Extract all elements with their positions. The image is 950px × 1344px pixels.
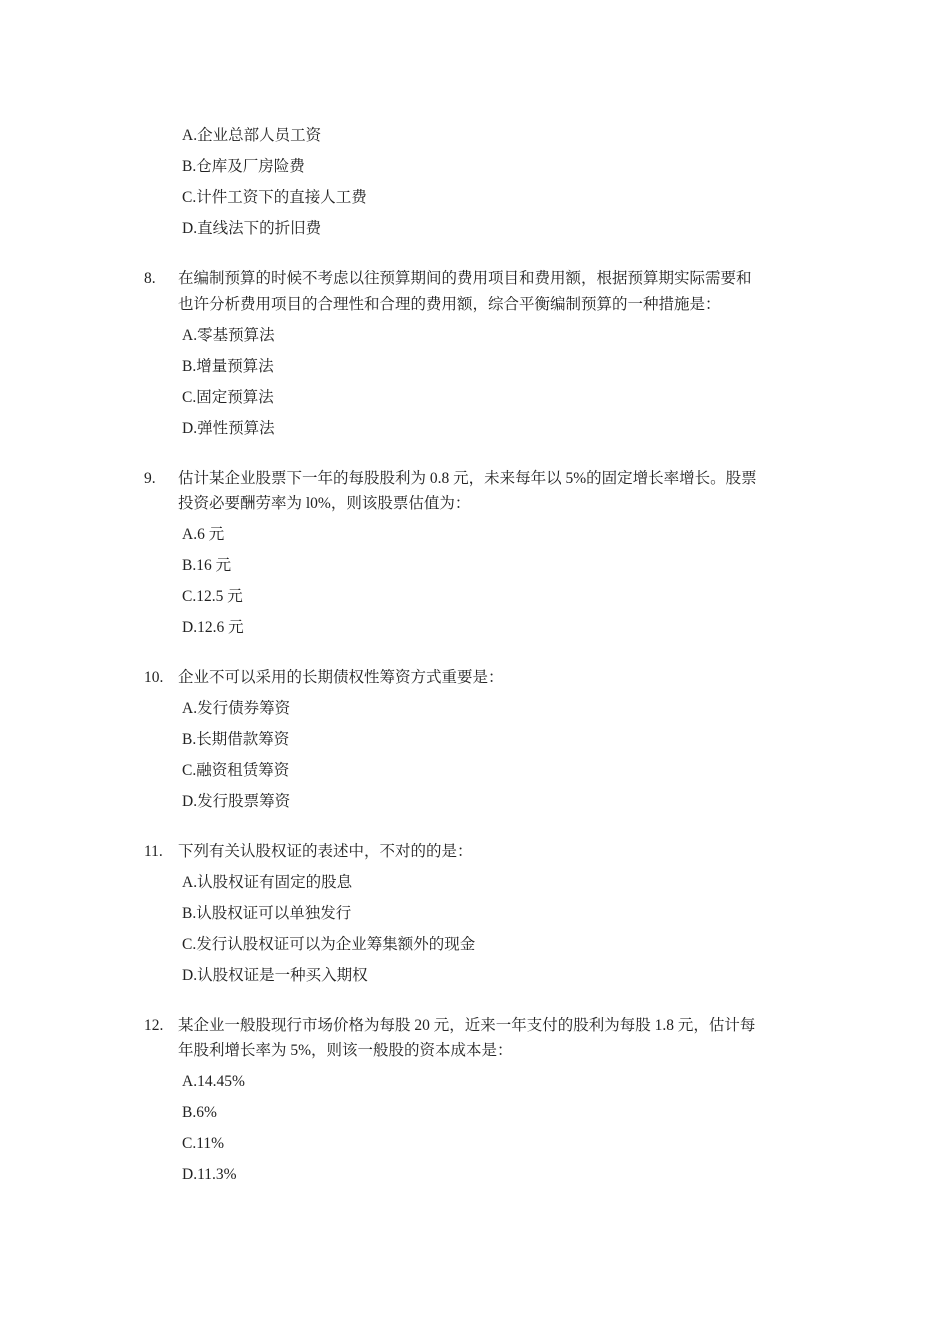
option-d: D.发行股票筹资 — [182, 793, 291, 810]
option-b: B.6% — [182, 1104, 217, 1121]
option-b: B.仓库及厂房险费 — [182, 158, 305, 175]
option-b: B.长期借款筹资 — [182, 731, 290, 748]
question-text-line: 下列有关认股权证的表述中，不对的的是： — [178, 843, 473, 860]
option-c: C.融资租赁筹资 — [182, 762, 290, 779]
question-text-line: 年股利增长率为 5%，则该一般股的资本成本是： — [178, 1042, 513, 1059]
question-text-line: 估计某企业股票下一年的每股股利为 0.8 元，未来每年以 5%的固定增长率增长。股票 — [178, 470, 757, 487]
question-text-line: 也许分析费用项目的合理性和合理的费用额，综合平衡编制预算的一种措施是： — [178, 296, 721, 313]
option-d: D.直线法下的折旧费 — [182, 220, 322, 237]
question-text-line: 投资必要酬劳率为 l0%，则该股票估值为： — [178, 495, 471, 512]
option-b: B.16 元 — [182, 557, 232, 574]
option-a: A.企业总部人员工资 — [182, 127, 322, 144]
question-text-line: 企业不可以采用的长期债权性筹资方式重要是： — [178, 669, 504, 686]
question-number: 11. — [144, 843, 163, 860]
option-c: C.计件工资下的直接人工费 — [182, 189, 367, 206]
option-d: D.11.3% — [182, 1166, 237, 1183]
option-a: A.零基预算法 — [182, 327, 275, 344]
question-number: 12. — [144, 1017, 164, 1034]
option-d: D.认股权证是一种买入期权 — [182, 967, 368, 984]
question-number: 10. — [144, 669, 164, 686]
option-b: B.增量预算法 — [182, 358, 274, 375]
question-number: 9. — [144, 470, 156, 487]
option-d: D.弹性预算法 — [182, 420, 275, 437]
option-a: A.发行债券筹资 — [182, 700, 291, 717]
option-d: D.12.6 元 — [182, 619, 244, 636]
option-c: C.固定预算法 — [182, 389, 274, 406]
option-b: B.认股权证可以单独发行 — [182, 905, 352, 922]
option-c: C.11% — [182, 1135, 225, 1152]
question-text-line: 在编制预算的时候不考虑以往预算期间的费用项目和费用额，根据预算期实际需要和 — [178, 270, 752, 287]
option-a: A.6 元 — [182, 526, 225, 543]
question-text-line: 某企业一般股现行市场价格为每股 20 元，近来一年支付的股利为每股 1.8 元，估计每 — [178, 1017, 756, 1034]
option-c: C.发行认股权证可以为企业筹集额外的现金 — [182, 936, 476, 953]
question-number: 8. — [144, 270, 156, 287]
option-a: A.14.45% — [182, 1073, 245, 1090]
option-a: A.认股权证有固定的股息 — [182, 874, 353, 891]
option-c: C.12.5 元 — [182, 588, 243, 605]
